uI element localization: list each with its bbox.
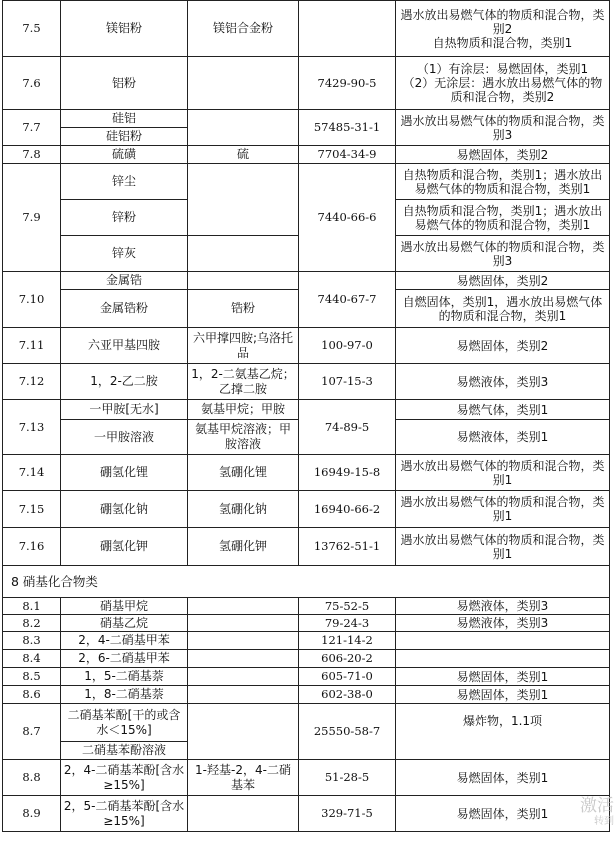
table-row (3, 615, 610, 632)
cas-number: 606-20-2 (299, 650, 396, 668)
cas-number: 25550-58-7 (299, 704, 396, 760)
hazard-class: 易燃固体，类别2 (396, 146, 610, 164)
chemical-name: 2，4-二硝基甲苯 (61, 632, 188, 650)
chemical-name: 铝粉 (61, 57, 188, 110)
row-id: 8.2 (3, 615, 61, 632)
chemical-name: 硼氢化钾 (61, 528, 188, 566)
chemical-name: 镁铝粉 (61, 1, 188, 57)
chemical-name: 六亚甲基四胺 (61, 328, 188, 364)
section-row (3, 566, 610, 598)
row-id: 7.8 (3, 146, 61, 164)
row-id: 8.9 (3, 796, 61, 832)
row-id: 7.6 (3, 57, 61, 110)
row-id: 7.9 (3, 164, 61, 272)
chemical-alias: 氨基甲烷；甲胺 (188, 400, 299, 420)
watermark-line-2: 转到 (594, 816, 614, 827)
hazard-class (396, 650, 610, 668)
hazard-class: 自热物质和混合物，类别1；遇水放出易燃气体的物质和混合物，类别1 (396, 164, 610, 200)
hazard-class: 易燃固体，类别2 (396, 328, 610, 364)
hazard-class: 遇水放出易燃气体的物质和混合物，类别1 (396, 455, 610, 491)
chemical-name: 硝基甲烷 (61, 598, 188, 615)
chemical-name: 1，5-二硝基萘 (61, 668, 188, 686)
chemical-alias (188, 632, 299, 650)
row-id: 8.6 (3, 686, 61, 704)
chemical-name: 硅铝 (61, 110, 188, 128)
hazard-class (396, 57, 610, 110)
hazard-line: （1）有涂层：易燃固体，类别1 (416, 62, 589, 76)
row-id: 8.1 (3, 598, 61, 615)
cas-number: 7429-90-5 (299, 57, 396, 110)
cas-number (299, 1, 396, 57)
chemical-name: 硼氢化钠 (61, 491, 188, 528)
chemical-alias: 镁铝合金粉 (188, 1, 299, 57)
row-id: 8.4 (3, 650, 61, 668)
table-row (3, 57, 610, 110)
chemical-alias: 1-羟基-2，4-二硝基苯 (188, 760, 299, 796)
hazard-line: 自热物质和混合物，类别1 (432, 35, 573, 50)
hazard-class: 易燃固体，类别1 (396, 760, 610, 796)
chemical-name: 锌尘 (61, 164, 188, 200)
chemical-name: 二硝基苯酚溶液 (61, 742, 188, 760)
hazard-class: 易燃液体，类别3 (396, 615, 610, 632)
table-row (3, 164, 610, 200)
chemical-name: 金属锆粉 (61, 290, 188, 328)
table-row (3, 528, 610, 566)
row-id: 7.16 (3, 528, 61, 566)
cas-number: 13762-51-1 (299, 528, 396, 566)
table-row (3, 686, 610, 704)
chemical-name: 2，6-二硝基甲苯 (61, 650, 188, 668)
chemical-name: 硼氢化锂 (61, 455, 188, 491)
cas-number: 602-38-0 (299, 686, 396, 704)
chemical-alias: 氢硼化钾 (188, 528, 299, 566)
cas-number: 7704-34-9 (299, 146, 396, 164)
table-row (3, 632, 610, 650)
chemical-alias (188, 598, 299, 615)
hazard-class: 易燃气体，类别1 (396, 400, 610, 420)
row-id: 8.3 (3, 632, 61, 650)
cas-number: 7440-66-6 (299, 164, 396, 272)
chemical-name: 硝基乙烷 (61, 615, 188, 632)
chemical-alias (188, 686, 299, 704)
hazard-class (396, 1, 610, 57)
table-row (3, 491, 610, 528)
hazard-class: 爆炸物，1.1项 (396, 704, 610, 760)
cas-number: 16949-15-8 (299, 455, 396, 491)
chemical-alias (188, 668, 299, 686)
hazard-class: 易燃液体，类别1 (396, 420, 610, 455)
chemical-alias: 氢硼化锂 (188, 455, 299, 491)
chemical-name: 金属锆 (61, 272, 188, 290)
chemical-name: 锌粉 (61, 200, 188, 236)
hazard-class: 自燃固体，类别1，遇水放出易燃气体的物质和混合物，类别1 (396, 290, 610, 328)
row-id: 7.14 (3, 455, 61, 491)
chemical-alias (188, 110, 299, 146)
row-id: 7.10 (3, 272, 61, 328)
hazard-class: 自热物质和混合物，类别1；遇水放出易燃气体的物质和混合物，类别1 (396, 200, 610, 236)
table-row (3, 760, 610, 796)
hazard-line: 遇水放出易燃气体的物质和混合物，类别2 (400, 7, 605, 36)
chemical-alias (188, 650, 299, 668)
chemical-alias: 六甲撑四胺;乌洛托品 (188, 328, 299, 364)
table-row (3, 650, 610, 668)
row-id: 8.5 (3, 668, 61, 686)
table-row (3, 272, 610, 290)
hazard-class: 易燃液体，类别3 (396, 598, 610, 615)
cas-number: 79-24-3 (299, 615, 396, 632)
section-heading: 8 硝基化合物类 (3, 566, 610, 598)
row-id: 7.5 (3, 1, 61, 57)
cas-number: 74-89-5 (299, 400, 396, 455)
chemical-name: 硫磺 (61, 146, 188, 164)
row-id: 8.8 (3, 760, 61, 796)
cas-number: 51-28-5 (299, 760, 396, 796)
row-id: 7.13 (3, 400, 61, 455)
chemical-name: 一甲胺[无水] (61, 400, 188, 420)
row-id: 7.12 (3, 364, 61, 400)
chemical-alias (188, 236, 299, 272)
cas-number: 107-15-3 (299, 364, 396, 400)
table-row (3, 110, 610, 128)
table-row (3, 146, 610, 164)
chemical-name: 二硝基苯酚[干的或含水＜15%] (61, 704, 188, 742)
cas-number: 75-52-5 (299, 598, 396, 615)
chemical-alias (188, 272, 299, 290)
cas-number: 329-71-5 (299, 796, 396, 832)
chemical-alias (188, 57, 299, 110)
chemical-alias: 1，2-二氨基乙烷；乙撑二胺 (188, 364, 299, 400)
hazard-class: 遇水放出易燃气体的物质和混合物，类别3 (396, 236, 610, 272)
table-row (3, 328, 610, 364)
table-row (3, 1, 610, 57)
chemical-name: 1，8-二硝基萘 (61, 686, 188, 704)
cas-number: 100-97-0 (299, 328, 396, 364)
table-row (3, 668, 610, 686)
chemical-name: 2，4-二硝基苯酚[含水≥15%] (61, 760, 188, 796)
hazard-class (396, 632, 610, 650)
table-row (3, 598, 610, 615)
cas-number: 57485-31-1 (299, 110, 396, 146)
chemical-name: 1，2-乙二胺 (61, 364, 188, 400)
chemical-alias: 氨基甲烷溶液；甲胺溶液 (188, 420, 299, 455)
chemical-alias: 硫 (188, 146, 299, 164)
hazard-class: 遇水放出易燃气体的物质和混合物，类别1 (396, 528, 610, 566)
watermark-line-1: 激活 (580, 796, 614, 816)
chemical-alias (188, 615, 299, 632)
row-id: 7.7 (3, 110, 61, 146)
hazard-class: 易燃固体，类别1 (396, 796, 610, 832)
hazard-class: 易燃固体，类别1 (396, 686, 610, 704)
chemical-alias (188, 704, 299, 760)
row-id: 8.7 (3, 704, 61, 760)
row-id: 7.11 (3, 328, 61, 364)
table-row (3, 704, 610, 742)
hazard-class: 易燃固体，类别1 (396, 668, 610, 686)
hazard-class: 遇水放出易燃气体的物质和混合物，类别1 (396, 491, 610, 528)
hazard-class: 遇水放出易燃气体的物质和混合物，类别3 (396, 110, 610, 146)
row-id: 7.15 (3, 491, 61, 528)
cas-number: 605-71-0 (299, 668, 396, 686)
table-row (3, 400, 610, 420)
cas-number: 16940-66-2 (299, 491, 396, 528)
activation-watermark (580, 796, 614, 828)
table-row (3, 364, 610, 400)
table-row (3, 455, 610, 491)
chemical-alias: 锆粉 (188, 290, 299, 328)
cas-number: 121-14-2 (299, 632, 396, 650)
chemical-table (2, 0, 610, 832)
chemical-name: 2，5-二硝基苯酚[含水≥15%] (61, 796, 188, 832)
chemical-alias (188, 164, 299, 236)
hazard-line: （2）无涂层：遇水放出易燃气体的物质和混合物，类别2 (402, 76, 603, 104)
hazard-class: 易燃固体，类别2 (396, 272, 610, 290)
hazard-class: 易燃液体，类别3 (396, 364, 610, 400)
chemical-name: 硅铝粉 (61, 128, 188, 146)
table-row (3, 796, 610, 832)
chemical-alias (188, 796, 299, 832)
chemical-name: 一甲胺溶液 (61, 420, 188, 455)
chemical-alias: 氢硼化钠 (188, 491, 299, 528)
cas-number: 7440-67-7 (299, 272, 396, 328)
chemical-name: 锌灰 (61, 236, 188, 272)
